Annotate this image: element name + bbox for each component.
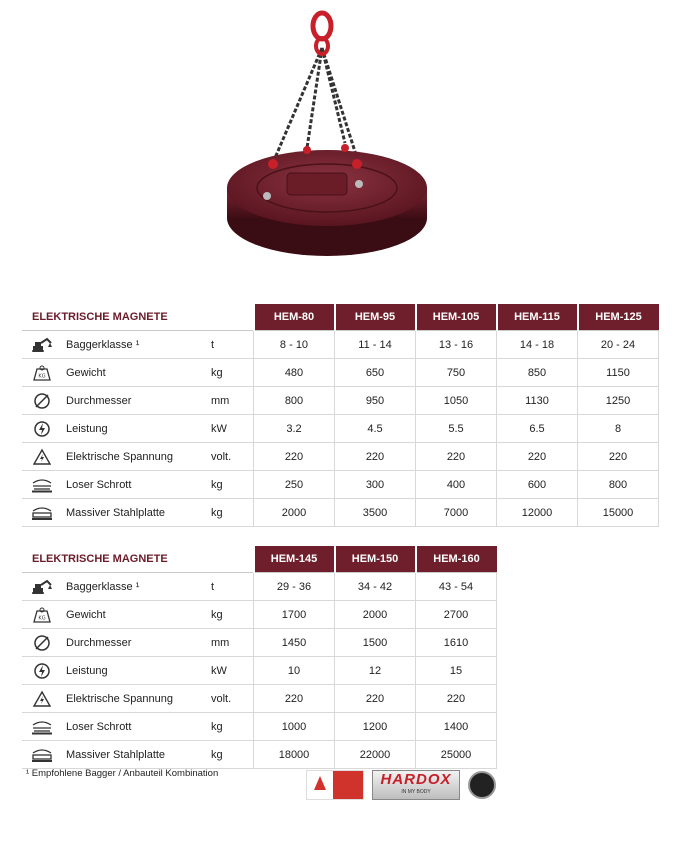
row-unit: kg bbox=[211, 713, 254, 741]
row-unit: mm bbox=[211, 629, 254, 657]
value-cell: 25000 bbox=[416, 741, 497, 769]
power-icon bbox=[22, 657, 62, 685]
row-label: Massiver Stahlplatte bbox=[62, 499, 211, 527]
value-cell: 600 bbox=[497, 471, 578, 499]
hardox-logo bbox=[372, 770, 460, 800]
weight-icon bbox=[22, 601, 62, 629]
value-cell: 850 bbox=[497, 359, 578, 387]
value-cell: 2000 bbox=[254, 499, 335, 527]
row-label: Durchmesser bbox=[62, 629, 211, 657]
value-cell: 20 - 24 bbox=[578, 331, 659, 359]
value-cell: 1400 bbox=[416, 713, 497, 741]
excavator-icon bbox=[22, 573, 62, 601]
value-cell: 8 - 10 bbox=[254, 331, 335, 359]
table-row bbox=[22, 331, 659, 359]
value-cell: 22000 bbox=[335, 741, 416, 769]
model-header: HEM-125 bbox=[578, 304, 659, 331]
voltage-icon bbox=[22, 685, 62, 713]
value-cell: 950 bbox=[335, 387, 416, 415]
row-label: Elektrische Spannung bbox=[62, 443, 211, 471]
value-cell: 1700 bbox=[254, 601, 335, 629]
row-unit: kg bbox=[211, 359, 254, 387]
row-label: Gewicht bbox=[62, 601, 211, 629]
table-row bbox=[22, 629, 497, 657]
table-row bbox=[22, 573, 497, 601]
value-cell: 300 bbox=[335, 471, 416, 499]
value-cell: 29 - 36 bbox=[254, 573, 335, 601]
value-cell: 1610 bbox=[416, 629, 497, 657]
row-unit: t bbox=[211, 573, 254, 601]
table-row bbox=[22, 741, 497, 769]
model-header: HEM-95 bbox=[335, 304, 416, 331]
row-unit: kW bbox=[211, 415, 254, 443]
value-cell: 7000 bbox=[416, 499, 497, 527]
value-cell: 34 - 42 bbox=[335, 573, 416, 601]
table-row bbox=[22, 415, 659, 443]
row-unit: kW bbox=[211, 657, 254, 685]
steel-plate-icon bbox=[22, 499, 62, 527]
value-cell: 12000 bbox=[497, 499, 578, 527]
value-cell: 12 bbox=[335, 657, 416, 685]
value-cell: 3.2 bbox=[254, 415, 335, 443]
value-cell: 1250 bbox=[578, 387, 659, 415]
value-cell: 10 bbox=[254, 657, 335, 685]
loose-scrap-icon bbox=[22, 713, 62, 741]
model-header: HEM-105 bbox=[416, 304, 497, 331]
row-label: Loser Schrott bbox=[62, 471, 211, 499]
table-row bbox=[22, 601, 497, 629]
value-cell: 15 bbox=[416, 657, 497, 685]
value-cell: 43 - 54 bbox=[416, 573, 497, 601]
steel-plate-icon bbox=[22, 741, 62, 769]
model-header: HEM-145 bbox=[254, 546, 335, 573]
row-label: Durchmesser bbox=[62, 387, 211, 415]
row-label: Leistung bbox=[62, 415, 211, 443]
model-header: HEM-80 bbox=[254, 304, 335, 331]
value-cell: 1200 bbox=[335, 713, 416, 741]
value-cell: 6.5 bbox=[497, 415, 578, 443]
value-cell: 1150 bbox=[578, 359, 659, 387]
table-row bbox=[22, 713, 497, 741]
value-cell: 1500 bbox=[335, 629, 416, 657]
value-cell: 1130 bbox=[497, 387, 578, 415]
excavator-icon bbox=[22, 331, 62, 359]
value-cell: 220 bbox=[497, 443, 578, 471]
table-row bbox=[22, 359, 659, 387]
weight-icon bbox=[22, 359, 62, 387]
row-label: Loser Schrott bbox=[62, 713, 211, 741]
loose-scrap-icon bbox=[22, 471, 62, 499]
voltage-icon bbox=[22, 443, 62, 471]
model-header: HEM-115 bbox=[497, 304, 578, 331]
value-cell: 250 bbox=[254, 471, 335, 499]
value-cell: 220 bbox=[416, 443, 497, 471]
value-cell: 220 bbox=[416, 685, 497, 713]
table-row bbox=[22, 657, 497, 685]
value-cell: 650 bbox=[335, 359, 416, 387]
row-label: Gewicht bbox=[62, 359, 211, 387]
certification-logos bbox=[306, 770, 496, 800]
quality-seal-icon bbox=[468, 771, 496, 799]
value-cell: 8 bbox=[578, 415, 659, 443]
table-row bbox=[22, 685, 497, 713]
row-label: Baggerklasse ¹ bbox=[62, 331, 211, 359]
svg-text:KG: KG bbox=[38, 615, 46, 621]
magnet-product-image bbox=[225, 8, 455, 258]
value-cell: 1050 bbox=[416, 387, 497, 415]
value-cell: 13 - 16 bbox=[416, 331, 497, 359]
certification-logo bbox=[306, 770, 364, 800]
value-cell: 2000 bbox=[335, 601, 416, 629]
table-header-row bbox=[22, 546, 497, 573]
value-cell: 2700 bbox=[416, 601, 497, 629]
value-cell: 220 bbox=[335, 443, 416, 471]
value-cell: 15000 bbox=[578, 499, 659, 527]
value-cell: 3500 bbox=[335, 499, 416, 527]
row-unit: volt. bbox=[211, 685, 254, 713]
value-cell: 1450 bbox=[254, 629, 335, 657]
row-unit: t bbox=[211, 331, 254, 359]
model-header: HEM-150 bbox=[335, 546, 416, 573]
diameter-icon bbox=[22, 629, 62, 657]
table-row bbox=[22, 387, 659, 415]
table-header-row bbox=[22, 304, 659, 331]
model-header: HEM-160 bbox=[416, 546, 497, 573]
value-cell: 400 bbox=[416, 471, 497, 499]
value-cell: 5.5 bbox=[416, 415, 497, 443]
value-cell: 220 bbox=[254, 685, 335, 713]
table-row bbox=[22, 499, 659, 527]
table-title: ELEKTRISCHE MAGNETE bbox=[22, 304, 254, 331]
value-cell: 800 bbox=[578, 471, 659, 499]
row-label: Leistung bbox=[62, 657, 211, 685]
row-unit: volt. bbox=[211, 443, 254, 471]
value-cell: 220 bbox=[335, 685, 416, 713]
value-cell: 800 bbox=[254, 387, 335, 415]
value-cell: 11 - 14 bbox=[335, 331, 416, 359]
table-title: ELEKTRISCHE MAGNETE bbox=[22, 546, 254, 573]
value-cell: 220 bbox=[254, 443, 335, 471]
table-row bbox=[22, 443, 659, 471]
row-unit: kg bbox=[211, 499, 254, 527]
diameter-icon bbox=[22, 387, 62, 415]
row-label: Baggerklasse ¹ bbox=[62, 573, 211, 601]
value-cell: 14 - 18 bbox=[497, 331, 578, 359]
hardox-tagline: IN MY BODY bbox=[401, 789, 431, 795]
svg-text:KG: KG bbox=[38, 373, 46, 379]
row-unit: kg bbox=[211, 471, 254, 499]
spec-table-2 bbox=[22, 546, 497, 769]
row-label: Massiver Stahlplatte bbox=[62, 741, 211, 769]
power-icon bbox=[22, 415, 62, 443]
value-cell: 1000 bbox=[254, 713, 335, 741]
value-cell: 18000 bbox=[254, 741, 335, 769]
hardox-wordmark: HARDOX bbox=[380, 771, 452, 788]
row-unit: kg bbox=[211, 601, 254, 629]
spec-table-1 bbox=[22, 304, 659, 527]
value-cell: 750 bbox=[416, 359, 497, 387]
value-cell: 4.5 bbox=[335, 415, 416, 443]
row-unit: mm bbox=[211, 387, 254, 415]
row-unit: kg bbox=[211, 741, 254, 769]
value-cell: 220 bbox=[578, 443, 659, 471]
table-row bbox=[22, 471, 659, 499]
footnote: ¹ Empfohlene Bagger / Anbauteil Kombination bbox=[26, 768, 219, 779]
row-label: Elektrische Spannung bbox=[62, 685, 211, 713]
value-cell: 480 bbox=[254, 359, 335, 387]
